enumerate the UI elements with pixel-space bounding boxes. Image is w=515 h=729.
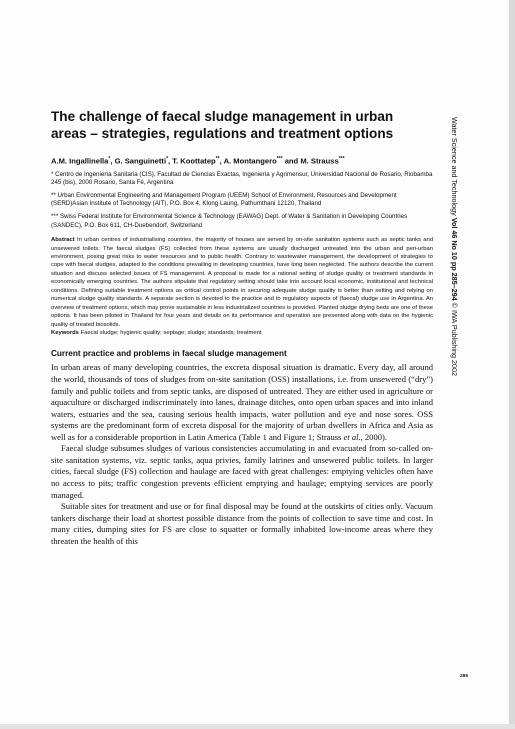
abstract-label: Abstract [51,237,75,244]
journal-sidebar [448,117,460,382]
keywords-label: Keywords [51,330,79,337]
publisher-copyright: © IWA Publishing 2002 [450,302,459,377]
author-affil-mark: *** [276,156,283,162]
page-edge-shadow-bottom [0,724,515,729]
keywords-text: Faecal sludge; hygienic quality; septage; sludge; standards; treatment [80,330,262,337]
paragraph-text: In urban areas of many developing countries, the excreta disposal situation is dramatic. Every day, all around the world, thousands of tons of sludges from on-site sanitation (OSS) installations, i.e. from unsewered (“dry”) family and public toilets and from septic tanks, are disposed of untreated. They are either used in agriculture or aquaculture or discharged indiscriminately into lanes, drainage ditches, onto open urban spaces and into inland waters, estuaries and the sea, causing serious health impacts, water pollution and eye and nose sores. OSS systems are the predominant form of excreta disposal for the majority of urban dwellers in Africa and Asia as well as for a considerable proportion in Latin America (Table 1 and Figure 1; Strauss [51,362,433,442]
journal-citation [448,117,460,376]
affiliation-item: * Centro de Ingeniería Sanitaria (CIS), Facultad de Ciencias Exactas, Ingeniería y Agrimensur, Universidad Nacional de Rosario, Riobamba 245 (bis), 2000 Rosario, Santa Fé, Argentina [51,170,433,187]
author-affil-mark: * [108,156,111,162]
author-name: G. Sanguinetti [114,156,167,166]
volume-pages: Vol 46 No 10 pp 285–294 [450,217,459,301]
author-affil-mark: * [166,156,169,162]
paragraph [51,362,433,443]
keywords [51,329,433,337]
section-body [51,362,433,547]
abstract-text: In urban centres of industrialising countries, the majority of houses are served by on-site sanitation systems such as septic tanks and unsewered toilets. The faecal sludges (FS) collected from these systems are usually discharged untreated into the urban and peri-urban environment, posing great risks to water resources and to public health. Contrary to wastewater management, the development of strategies to cope with faecal sludges, adapted to the conditions prevailing in developing countries, have long been neglected. The authors describe the current situation and discuss selected issues of FS management. A proposal is made for a rational setting of sludge quality or treatment standards in economically emerging countries. The authors stipulate that regulatory setting should take into account local economic, institutional and technical conditions. Defining suitable treatment options as critical control points in securing adequate sludge quality is better than setting and relying on numerical sludge quality standards. A separate section is devoted to the practice and to regulatory aspects of (faecal) sludge use in Argentina. An overview of treatment options, which may prove sustainable in less industrialized countries is provided. Planted sludge drying beds are one of these options. It has been piloted in Thailand for four years and details on its performance and operation are presented along with data on the hygienic quality of treated biosolids. [51,237,433,328]
author-name: M. Strauss [300,156,339,166]
author-name: A. Montangero [223,156,277,166]
page-edge-shadow [509,0,515,729]
affiliation-item: *** Swiss Federal Institute for Environmental Science & Technology (EAWAG) Dept. of Water & Sanitation in Developing Countries (SANDEC), P.O. Box 611, CH-Duebendorf, Switzerland [51,212,408,229]
author-conjunction: and [284,156,299,166]
author-name: A.M. Ingallinella [51,156,109,166]
author-affil-mark: *** [338,156,345,162]
abstract [51,236,433,329]
section-heading: Current practice and problems in faecal sludge management [51,349,287,359]
page-number: 285 [460,674,469,679]
author-name: T. Koottatep [172,156,216,166]
paragraph-text-end: , 2000). [360,431,387,442]
author-list: A.M. Ingallinella*, G. Sanguinetti*, T. Koottatep**, A. Montangero*** and M. Strauss*** [51,156,345,166]
paragraph: Suitable sites for treatment and use or for final disposal may be found at the outskirts of cities only. Vacuum tankers discharge their load at shortest possible distance from the points of collection to save time and cost. In many cities, dumping sites for FS are close to squatter or formally inhabited low-income areas where they threaten the health of this [51,501,433,546]
article-title: The challenge of faecal sludge management in urban areas – strategies, regulations and treatment options [51,109,394,141]
journal-name: Water Science and Technology [450,117,459,216]
affiliations [51,171,433,231]
article-body [51,108,433,547]
paragraph: Faecal sludge subsumes sludges of various consistencies accumulating in and evacuated from so-called on-site sanitation systems, viz. septic tanks, aqua privies, family latrines and unsewered public toilets. In larger cities, faecal sludge (FS) collection and haulage are faced with great challenges: emptying vehicles often have no access to pits; traffic congestion prevents efficient emptying and haulage; emptying services are poorly managed. [51,443,433,500]
affiliation-item: ** Urban Environmental Engineering and Management Program (UEEM) School of Environment, Resources and Development (SERD)Asian Institute of Technology (AIT), P.O. Box 4, Klong Laung, Pathumthani 12120, Thailand [51,191,397,208]
paragraph-italic: et al. [343,431,361,442]
author-affil-mark: ** [215,156,220,162]
